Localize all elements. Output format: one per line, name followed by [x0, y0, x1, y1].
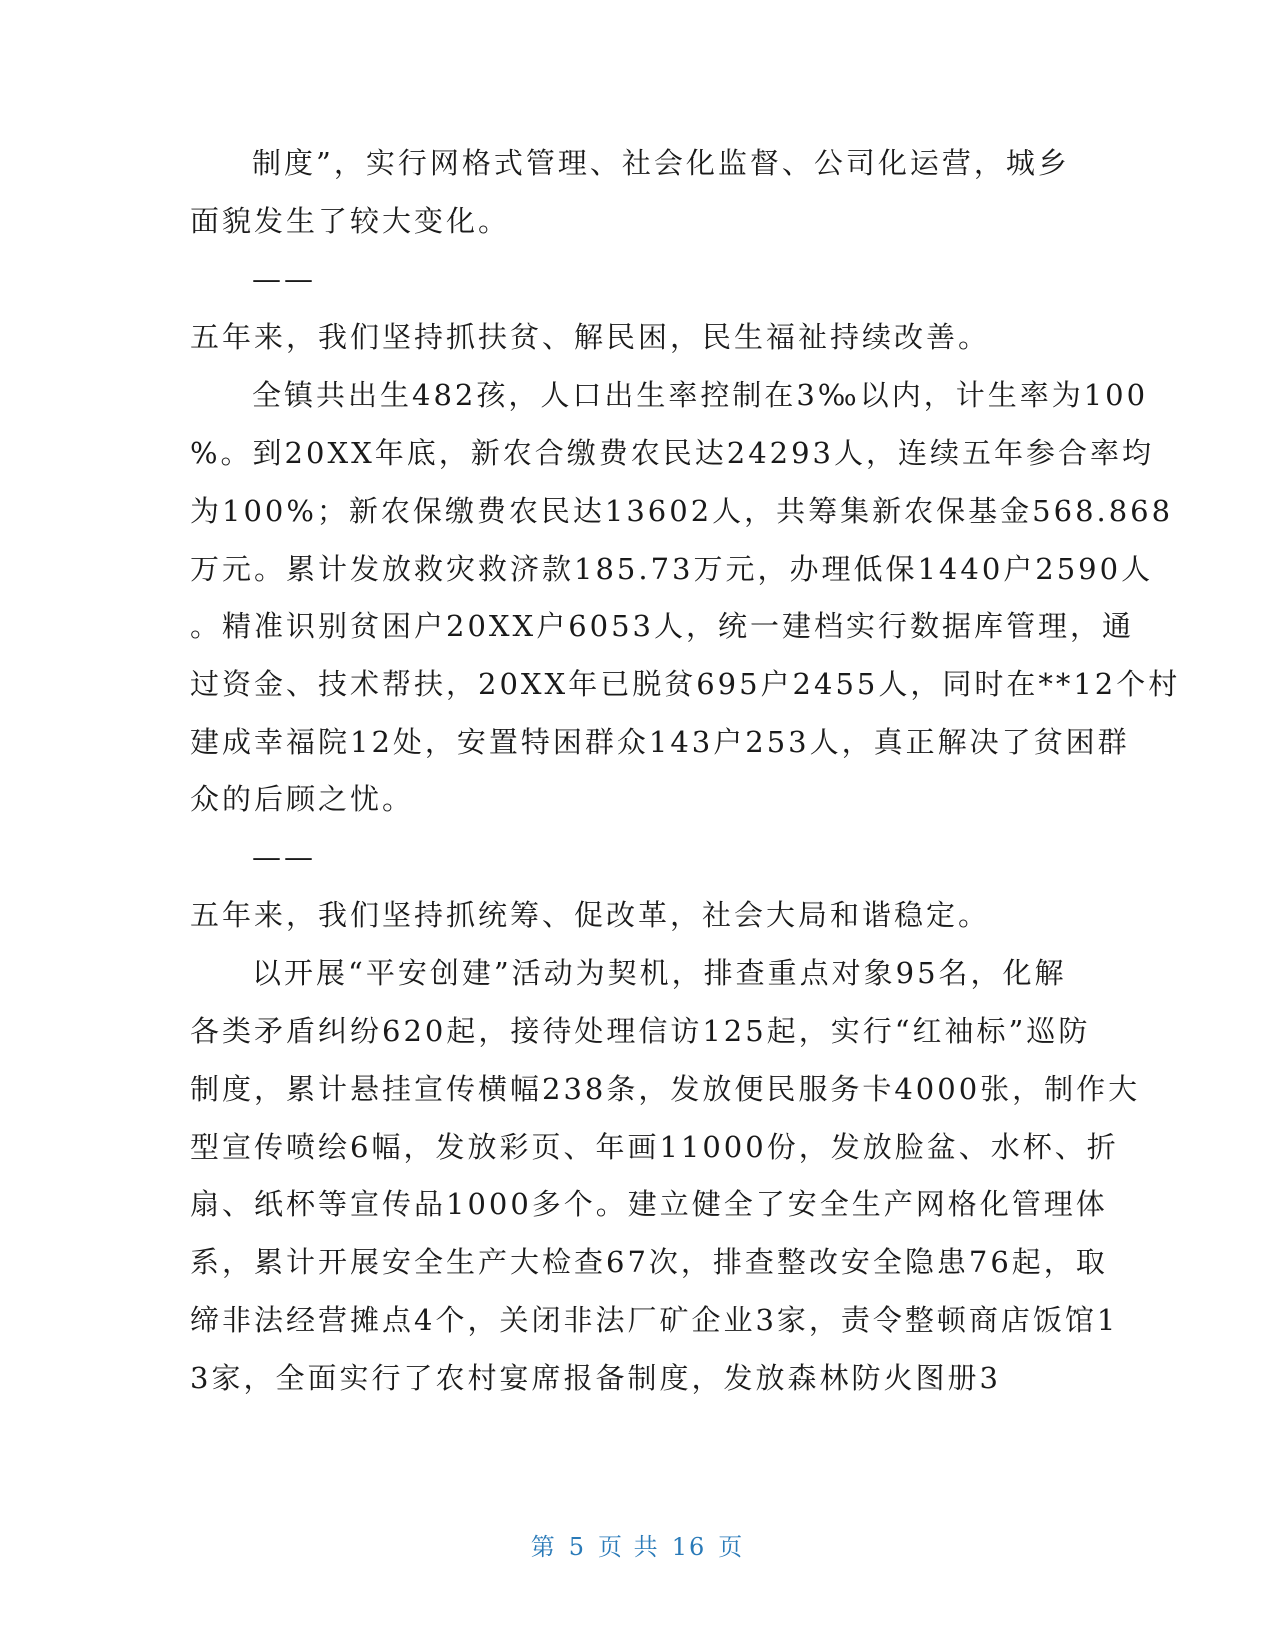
footer-page-number: 5 — [568, 1533, 587, 1561]
footer-prefix: 第 — [530, 1533, 557, 1561]
text-line: 全镇共出生482孩，人口出生率控制在3‰以内，计生率为100 — [252, 378, 1149, 412]
text-line: 缔非法经营摊点4个，关闭非法厂矿企业3家，责令整顿商店饭馆1 — [190, 1303, 1119, 1337]
text-line: 建成幸福院12处，安置特困群众143户253人，真正解决了贫困群 — [190, 725, 1130, 759]
text-line: 制度”，实行网格式管理、社会化监督、公司化运营，城乡 — [252, 146, 1070, 180]
footer-total-pages: 16 — [671, 1533, 707, 1561]
section-heading: 五年来，我们坚持抓统筹、促改革，社会大局和谐稳定。 — [190, 898, 991, 932]
text-line: 面貌发生了较大变化。 — [190, 204, 511, 238]
text-line: 为100%；新农保缴费农民达13602人，共筹集新农保基金568.868 — [190, 494, 1174, 528]
section-dash: —— — [252, 262, 316, 296]
text-line: 以开展“平安创建”活动为契机，排查重点对象95名，化解 — [252, 956, 1067, 990]
section-dash: —— — [252, 840, 316, 874]
text-line: 各类矛盾纠纷620起，接待处理信访125起，实行“红袖标”巡防 — [190, 1014, 1091, 1048]
text-line: 3家，全面实行了农村宴席报备制度，发放森林防火图册3 — [190, 1361, 1001, 1395]
text-line: 万元。累计发放救灾救济款185.73万元，办理低保1440户2590人 — [190, 552, 1154, 586]
section-heading: 五年来，我们坚持抓扶贫、解民困，民生福祉持续改善。 — [190, 320, 991, 354]
text-line: 制度，累计悬挂宣传横幅238条，发放便民服务卡4000张，制作大 — [190, 1072, 1141, 1106]
text-line: %。到20XX年底，新农合缴费农民达24293人，连续五年参合率均 — [190, 436, 1155, 470]
text-line: 。精准识别贫困户20XX户6053人，统一建档实行数据库管理，通 — [190, 609, 1134, 643]
footer-suffix: 页 — [718, 1533, 745, 1561]
page-footer — [0, 1532, 1275, 1562]
text-line: 系，累计开展安全生产大检查67次，排查整改安全隐患76起，取 — [190, 1245, 1108, 1279]
text-line: 扇、纸杯等宣传品1000多个。建立健全了安全生产网格化管理体 — [190, 1187, 1108, 1221]
footer-middle: 页 共 — [598, 1533, 660, 1561]
text-line: 过资金、技术帮扶，20XX年已脱贫695户2455人，同时在**12个村 — [190, 667, 1181, 701]
text-line: 型宣传喷绘6幅，发放彩页、年画11000份，发放脸盆、水杯、折 — [190, 1130, 1119, 1164]
text-line: 众的后顾之忧。 — [190, 782, 415, 816]
